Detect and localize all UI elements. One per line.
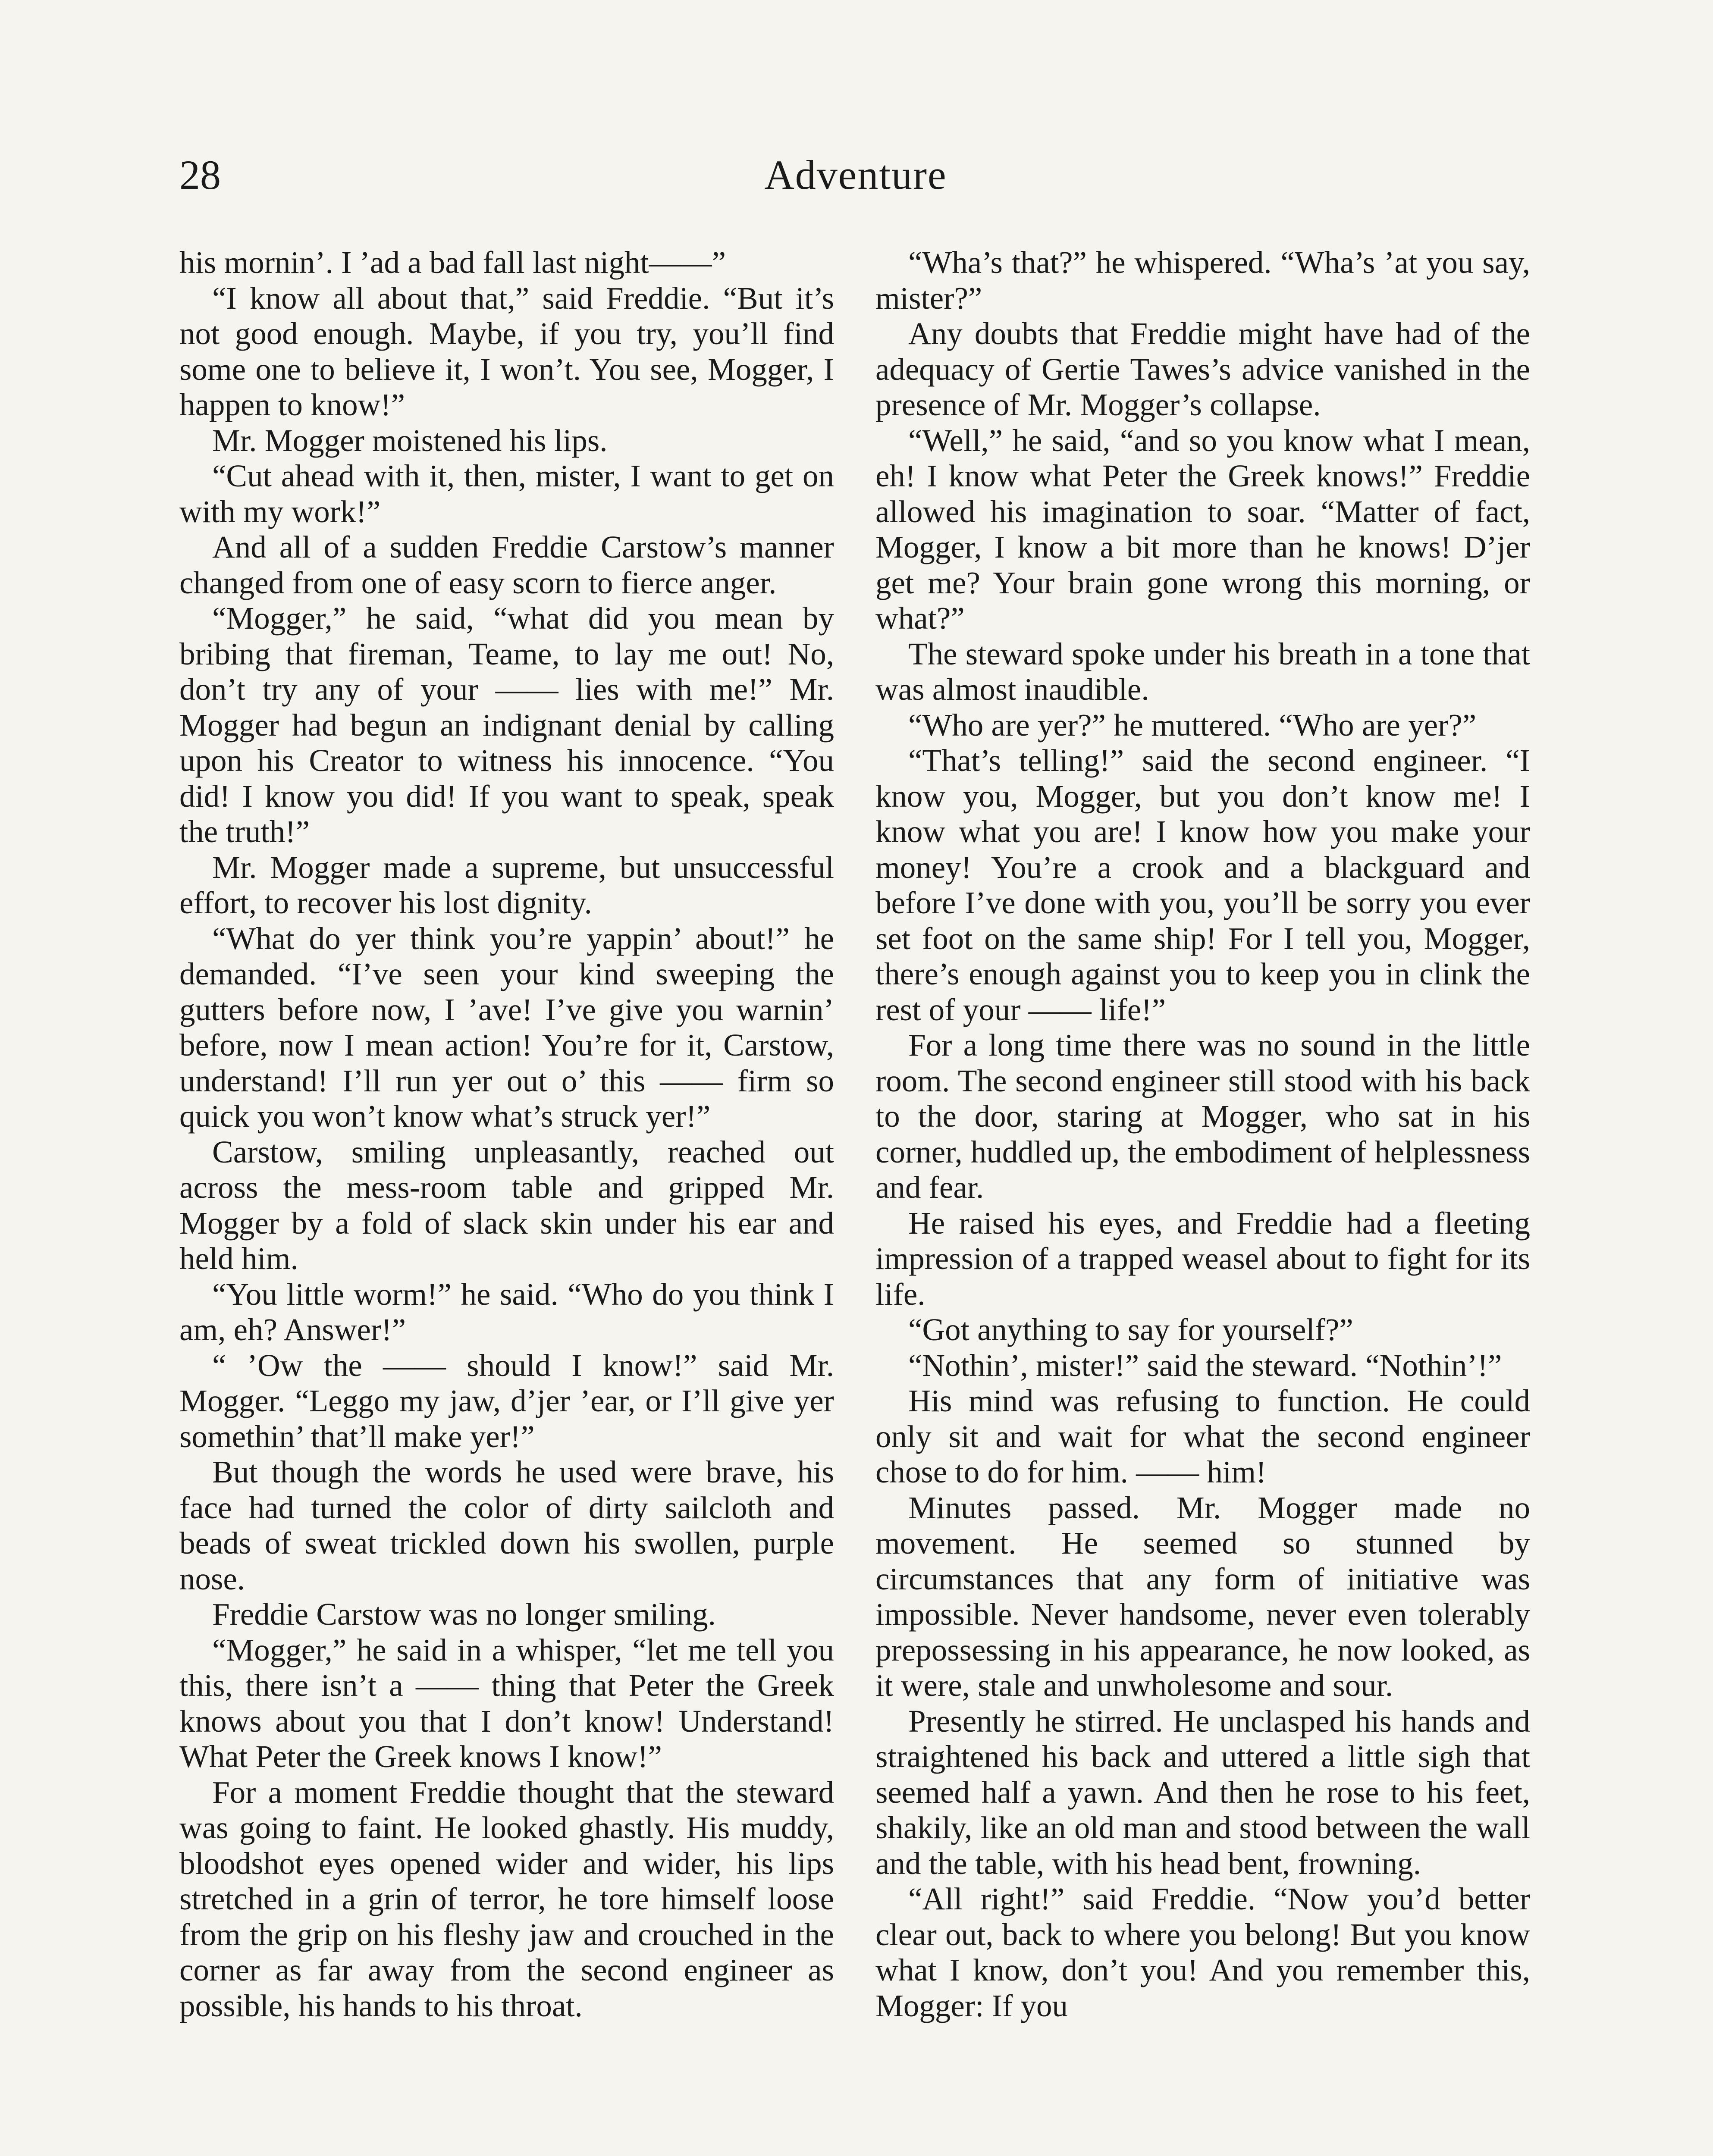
page-number: 28 (179, 152, 221, 198)
paragraph: “Mogger,” he said in a whisper, “let me tell you this, there isn’t a —— thing that Peter the Greek knows about you that I don’t know! Understand! What Peter the Greek knows I know!” (179, 1632, 834, 1774)
paragraph: “ ’Ow the —— should I know!” said Mr. Mogger. “Leggo my jaw, d’jer ’ear, or I’ll give yer somethin’ that’ll make yer!” (179, 1348, 834, 1454)
running-title: Adventure (764, 152, 947, 198)
paragraph: “Cut ahead with it, then, mister, I want to get on with my work!” (179, 458, 834, 529)
left-column (179, 245, 834, 2024)
paragraph: his mornin’. I ’ad a bad fall last night——” (179, 245, 726, 280)
paragraph: “Wha’s that?” he whispered. “Wha’s ’at you say, mister?” (875, 245, 1530, 316)
right-column (875, 245, 1530, 2024)
paragraph: “You little worm!” he said. “Who do you think I am, eh? Answer!” (179, 1276, 834, 1347)
paragraph: “Who are yer?” he muttered. “Who are yer?” (908, 707, 1477, 743)
paragraph: But though the words he used were brave, his face had turned the color of dirty sailcloth and beads of sweat trickled down his swollen, purple nose. (179, 1454, 834, 1596)
paragraph: “Well,” he said, “and so you know what I mean, eh! I know what Peter the Greek knows!” Freddie allowed his imagination to soar. “Matter of fact, Mogger, I know a bit more than he knows! D’jer get me? Your brain gone wrong this morning, or what?” (875, 423, 1530, 636)
paragraph: He raised his eyes, and Freddie had a fleeting impression of a trapped weasel about to fight for its life. (875, 1205, 1530, 1312)
paragraph: “Nothin’, mister!” said the steward. “Nothin’!” (908, 1348, 1502, 1383)
paragraph: “What do yer think you’re yappin’ about!” he demanded. “I’ve seen your kind sweeping the gutters before now, I ’ave! I’ve give you warnin’ before, now I mean action! You’re for it, Carstow, understand! I’ll run yer out o’ this —— firm so quick you won’t know what’s struck yer!” (179, 921, 834, 1134)
paragraph: Mr. Mogger made a supreme, but unsuccessful effort, to recover his lost dignity. (179, 849, 834, 920)
paragraph: And all of a sudden Freddie Carstow’s manner changed from one of easy scorn to fierce anger. (179, 530, 834, 600)
paragraph: “I know all about that,” said Freddie. “But it’s not good enough. Maybe, if you try, you’ll find some one to believe it, I won’t. You see, Mogger, I happen to know!” (179, 280, 834, 422)
page-header (179, 151, 1532, 211)
paragraph: For a long time there was no sound in the little room. The second engineer still stood with his back to the door, staring at Mogger, who sat in his corner, huddled up, the embodiment of helplessness and fear. (875, 1028, 1530, 1205)
paragraph: Presently he stirred. He unclasped his hands and straightened his back and uttered a little sigh that seemed half a yawn. And then he rose to his feet, shakily, like an old man and stood between the wall and the table, with his head bent, frowning. (875, 1703, 1530, 1881)
paragraph: Freddie Carstow was no longer smiling. (212, 1597, 716, 1632)
paragraph: “Mogger,” he said, “what did you mean by bribing that fireman, Teame, to lay me out! No, don’t try any of your —— lies with me!” Mr. Mogger had begun an indignant denial by calling upon his Creator to witness his innocence. “You did! I know you did! If you want to speak, speak the truth!” (179, 601, 834, 849)
paragraph: “Got anything to say for yourself?” (908, 1312, 1353, 1347)
paragraph: His mind was refusing to function. He could only sit and wait for what the second engineer chose to do for him. —— him! (875, 1383, 1530, 1489)
paragraph: Carstow, smiling unpleasantly, reached out across the mess-room table and gripped Mr. Mogger by a fold of slack skin under his ear and held him. (179, 1134, 834, 1276)
paragraph: “All right!” said Freddie. “Now you’d better clear out, back to where you belong! But you know what I know, don’t you! And you remember this, Mogger: If you (875, 1881, 1530, 2023)
paragraph: For a moment Freddie thought that the steward was going to faint. He looked ghastly. His muddy, bloodshot eyes opened wider and wider, his lips stretched in a grin of terror, he tore himself loose from the grip on his fleshy jaw and crouched in the corner as far away from the second engineer as possible, his hands to his throat. (179, 1774, 834, 2023)
paragraph: “That’s telling!” said the second engineer. “I know you, Mogger, but you don’t know me! I know what you are! I know how you make your money! You’re a crook and a blackguard and before I’ve done with you, you’ll be sorry you ever set foot on the same ship! For I tell you, Mogger, there’s enough against you to keep you in clink the rest of your —— life!” (875, 743, 1530, 1027)
paragraph: Minutes passed. Mr. Mogger made no movement. He seemed so stunned by circumstances that any form of initiative was impossible. Never handsome, never even tolerably prepossessing in his appearance, he now looked, as it were, stale and unwholesome and sour. (875, 1490, 1530, 1703)
paragraph: Any doubts that Freddie might have had of the adequacy of Gertie Tawes’s advice vanished in the presence of Mr. Mogger’s collapse. (875, 316, 1530, 422)
paragraph: Mr. Mogger moistened his lips. (212, 423, 608, 458)
paragraph: The steward spoke under his breath in a tone that was almost inaudible. (875, 636, 1530, 707)
